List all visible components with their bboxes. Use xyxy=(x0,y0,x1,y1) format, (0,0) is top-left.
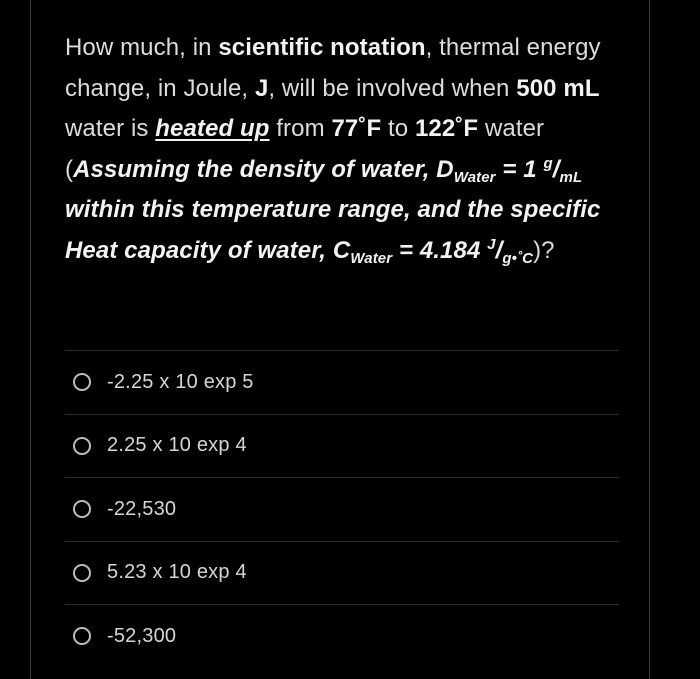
answer-option[interactable] xyxy=(65,477,619,541)
answer-option-label: -2.25 x 10 exp 5 xyxy=(107,370,254,393)
question-fragment: 500 mL xyxy=(516,74,600,102)
heat-capacity-subscript: Water xyxy=(350,249,393,267)
radio-circle-icon[interactable] xyxy=(73,564,91,582)
answer-option-label: 5.23 x 10 exp 4 xyxy=(107,561,247,584)
question-text xyxy=(65,28,625,271)
unit-slash: / xyxy=(495,236,503,264)
question-fragment: water is xyxy=(65,115,156,142)
question-fragment: )? xyxy=(533,236,555,264)
question-fragment: water ( xyxy=(65,115,545,183)
unit-subscript: mL xyxy=(559,168,583,186)
density-subscript: Water xyxy=(453,168,496,186)
question-panel xyxy=(30,0,650,679)
question-fragment: , will be involved when xyxy=(268,74,517,102)
answer-option-label: -52,300 xyxy=(107,624,177,647)
answer-options xyxy=(65,350,619,668)
question-fragment: scientific notation xyxy=(218,34,426,61)
answer-option[interactable] xyxy=(65,350,619,414)
unit-superscript: J xyxy=(487,235,496,253)
question-fragment: to xyxy=(381,115,415,142)
question-fragment: = 4.184 xyxy=(392,236,488,264)
question-fragment: J xyxy=(254,74,269,102)
question-fragment: 122˚F xyxy=(414,115,479,142)
answer-option[interactable] xyxy=(65,604,619,668)
question-fragment: from xyxy=(269,115,332,142)
question-fragment: How much, in xyxy=(65,34,219,61)
unit-subscript: g•˚C xyxy=(502,249,534,267)
answer-option[interactable] xyxy=(65,414,619,478)
question-fragment: = 1 xyxy=(495,155,544,183)
question-fragment: , thermal energy change, in Joule, xyxy=(65,34,601,102)
radio-circle-icon[interactable] xyxy=(73,373,91,391)
answer-option-label: 2.25 x 10 exp 4 xyxy=(107,434,247,457)
question-fragment: Assuming the density of water, D xyxy=(73,155,454,183)
radio-circle-icon[interactable] xyxy=(73,500,91,518)
answer-option-label: -22,530 xyxy=(107,497,177,520)
radio-circle-icon[interactable] xyxy=(73,437,91,455)
question-fragment: 77˚F xyxy=(331,115,382,142)
question-emphasis: heated up xyxy=(155,115,270,142)
unit-slash: / xyxy=(552,155,560,183)
unit-superscript: g xyxy=(543,154,553,172)
question-fragment: within this temperature range, and the specific Heat capacity of water, C xyxy=(65,196,601,264)
radio-circle-icon[interactable] xyxy=(73,627,91,645)
answer-option[interactable] xyxy=(65,541,619,605)
